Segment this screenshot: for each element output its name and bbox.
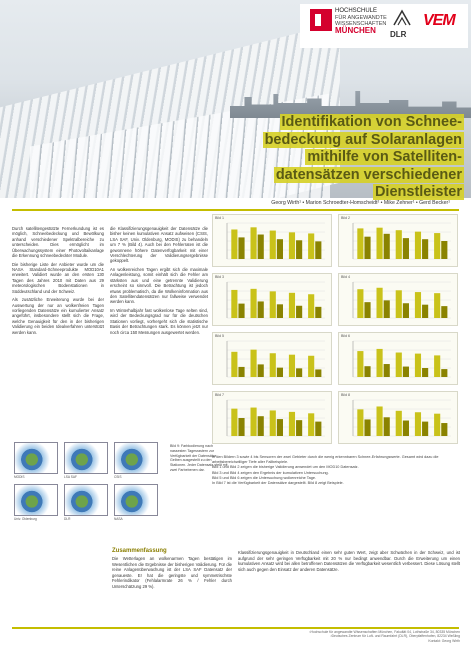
figure-label: Bild 4 (341, 275, 350, 279)
paragraph: An wolkenreichen Tagen ergibt sich die maximale Anlagenleistung, somit einhält sich die Fehler am stärksten aus und eine getrennte Validierung erscheint so sinnvoll. Die Betrachtung ist jedoch etwas problematisch, da die Wolkeninformation aus den Satellitendatensätzen nur fallweise verwendet werden kann. (110, 267, 208, 305)
map-image (114, 442, 158, 474)
footer-line: ²Deutsches Zentrum für Luft- und Raumfahrt (DLR), Oberpfaffenhofen, 82234 Weßling (330, 634, 460, 639)
chart-bar (231, 290, 237, 318)
chart-bar (308, 294, 314, 318)
figure-chart (212, 214, 332, 267)
chart-bar (289, 232, 295, 259)
chart-bar (238, 237, 244, 259)
chart-bar (403, 303, 409, 318)
chart-bar (434, 355, 440, 377)
chart-bar (384, 300, 390, 318)
chart-bar (357, 289, 363, 318)
chart-bar (364, 419, 370, 436)
vem-logo: VEM (423, 12, 455, 29)
summary-text-2: Klassifizierungsgenauigkeit in Deutschland einen sehr guten Wert, zeigt aber Schwächen in der Schweiz, und ist aufgrund der sehr geringen Verfügbarkeit mit 20 % nur bedingt anwendbar. Durch die Erweiterung um einen kumulativen Ansatz wird bei allen betroffenen Datensätzen die Verfügbarkeit wesentlich verbessert. Diese Lösung stellt sich auch gegen den Einsatz der anderen Datensätze. (238, 550, 460, 572)
chart-bar (364, 237, 370, 259)
note: Bild 5 und Bild 6 zeigen die Untersuchung wolkenreiche Tage. (212, 475, 316, 480)
chart-bar (289, 355, 295, 377)
bar-chart (345, 221, 453, 265)
hm-line3: WISSENSCHAFTEN (335, 21, 387, 27)
chart-bar (396, 411, 402, 436)
chart-bar (315, 241, 321, 259)
chart-bar (384, 364, 390, 377)
chart-bar (434, 293, 440, 318)
chart-bar (270, 231, 276, 259)
chart-bar (422, 368, 428, 377)
title-line: Identifikation von Schnee- (281, 114, 462, 130)
paragraph: die Klassifizierungsgenauigkeit der Datensätze die bisher keinen kumulativen Ansatz aufweisen (CSIS, LSA SAF, Univ. Oldenburg, MODIS) zu behandeln um 7 % (Bild 4). Auch bei den Fehlerraten ist die gewonnene höhere Datenverfügbarkeit mit einer Verschlechterung der Validierungsergebnisse gekoppelt. (110, 226, 208, 264)
chart-bar (422, 239, 428, 259)
chart-bar (403, 238, 409, 259)
footer-line: ¹Hochschule für angewandte Wissenschaften München, Fakultät 04, Lothstraße 34, 80335 München (309, 630, 460, 634)
bar-chart (345, 280, 453, 324)
chart-bar (277, 304, 283, 318)
chart-bar (258, 364, 264, 377)
summary-title: Zusammenfassung (112, 548, 167, 554)
figure-chart (212, 332, 332, 385)
chart-bar (415, 354, 421, 377)
chart-bar (357, 409, 363, 436)
chart-bar (315, 369, 321, 377)
chart-bar (415, 232, 421, 259)
title-line: datensätzen verschiedener (275, 166, 462, 183)
map-caption: DLR (64, 517, 71, 521)
map-caption: CSIS (114, 475, 122, 479)
figure-label: Bild 3 (215, 275, 224, 279)
chart-bar (415, 412, 421, 436)
figure-label: Bild 8 (341, 393, 350, 397)
chart-bar (270, 410, 276, 436)
map-caption: Univ. Oldenburg (14, 517, 37, 521)
chart-bar (377, 349, 383, 377)
chart-bar (441, 369, 447, 377)
chart-bar (377, 406, 383, 436)
chart-bar (364, 366, 370, 377)
chart-bar (422, 422, 428, 436)
chart-bar (238, 304, 244, 318)
chart-bar (396, 230, 402, 259)
satellite-maps (14, 442, 228, 554)
figure-chart (212, 273, 332, 326)
figure-chart (338, 391, 458, 444)
chart-bar (251, 350, 257, 377)
hm-line2: FÜR ANGEWANDTE (335, 14, 387, 21)
chart-bar (231, 409, 237, 436)
chart-bar (296, 420, 302, 436)
footer-divider (12, 627, 459, 629)
note: In den Bildern 3 sowie 4 bis Sensoren der zwei Gebieter durch die wenig erkennbaren Schnee-Erfahrungswerte. Gesamt wird dazu die arbeitsbereichwilliger Tiefe aller Fallbeispiele. (212, 455, 439, 465)
chart-bar (315, 422, 321, 436)
title-line: bedeckung auf Solaranlagen (264, 131, 462, 148)
figure-label: Bild 1 (215, 216, 224, 220)
chart-bar (377, 228, 383, 259)
chart-bar (384, 417, 390, 436)
bar-chart (345, 339, 453, 383)
map-caption: MODIS (14, 475, 25, 479)
text-column-1 (12, 226, 104, 338)
chart-bar (403, 421, 409, 436)
chart-bar (258, 235, 264, 259)
hm-logo-icon (310, 9, 332, 31)
dlr-logo-icon (392, 9, 412, 27)
chart-bar (441, 241, 447, 259)
bar-chart (219, 280, 327, 324)
chart-bar (441, 306, 447, 318)
chart-bar (441, 423, 447, 436)
chart-bar (258, 301, 264, 318)
figure-grid (212, 214, 462, 452)
figure-label: Bild 5 (215, 334, 224, 338)
paragraph: Durch satellitengestützte Fernerkundung ist es möglich, Schneebedeckung und Bewölkung anhand verschiedener Spektralbereiche zu unterscheiden. Dies ermöglicht im Überwachungssystem einer Photovoltaikanlage die Erkennung schneebedeckter Module. (12, 226, 104, 259)
title-line: Dienstleister (374, 184, 462, 200)
figure-chart (212, 391, 332, 444)
footer-line: Kontakt: Georg Wirth (428, 638, 460, 643)
paragraph: Als zusätzliche Erweiterung wurde bei der Auswertung der nur an wolkenfreien Tagen vorliegenden Datensätze ein kumulierter Ansatz angeführt, insbesondere stellt sich die Frage, welche Genauigkeit für den in der bisherigen Validierung ein beiden Idealverfahren unterstützt werden kann. (12, 297, 104, 335)
chart-bar (396, 290, 402, 318)
chart-bar (251, 289, 257, 318)
figure-chart (338, 273, 458, 326)
chart-bar (231, 352, 237, 377)
chart-bar (308, 356, 314, 377)
chart-bar (270, 353, 276, 377)
figure-chart (338, 332, 458, 385)
map-image (64, 442, 108, 474)
map-description: Bild 9: Farbkodierung nach nassesten Tagesrastern zur Verfügbarkeit der Datensätze Gelben ausgestellt zu den Stationen. Jeder Datensatz stellt mit zwei Farbebenen dar. (170, 444, 228, 472)
text-column-2 (110, 226, 208, 338)
bar-chart (219, 339, 327, 383)
figure-label: Bild 2 (341, 216, 350, 220)
chart-bar (270, 291, 276, 318)
chart-bar (296, 240, 302, 259)
hm-line1: HOCHSCHULE (335, 8, 378, 14)
chart-bar (289, 293, 295, 318)
chart-bar (415, 292, 421, 318)
chart-bar (403, 367, 409, 377)
map-image (14, 484, 58, 516)
hm-line4: MÜNCHEN (335, 25, 376, 35)
map-caption: NASA (114, 517, 123, 521)
note: In Bild 7 ist die Verfügbarkeit der Datensätze dargestellt. Bild 8 zeigt Beispiele. (212, 481, 344, 486)
poster-title (220, 114, 464, 202)
chart-bar (384, 234, 390, 259)
divider (12, 209, 459, 211)
bar-chart (345, 398, 453, 442)
figure-label: Bild 6 (341, 334, 350, 338)
figure-label: Bild 7 (215, 393, 224, 397)
chart-bar (258, 416, 264, 436)
hm-logo-text (335, 8, 390, 34)
chart-bar (251, 227, 257, 259)
chart-bar (296, 368, 302, 377)
chart-bar (238, 418, 244, 436)
chart-bar (315, 307, 321, 318)
figure-chart (338, 214, 458, 267)
title-line: mithilfe von Satelliten- (307, 149, 462, 165)
chart-bar (357, 351, 363, 377)
chart-bar (289, 412, 295, 436)
dlr-logo-text: DLR (390, 30, 407, 39)
footer (260, 630, 460, 643)
chart-bar (231, 229, 237, 259)
chart-bar (308, 233, 314, 259)
map-image (114, 484, 158, 516)
paragraph: Im Winterhalbjahr fast wolkenlose Tage selten sind, wird der Bedeckungsgrad nur für die deutschen Stationen vorliegt, vorhergeht sich die statistische Basis der Betrachtungen stark. Es können jetzt nur noch circa 150 Messungen ausgewertet werden. (110, 308, 208, 335)
chart-bar (251, 408, 257, 436)
chart-bar (377, 288, 383, 318)
chart-bar (422, 305, 428, 318)
chart-bar (277, 239, 283, 259)
chart-bar (396, 353, 402, 377)
author-line: Georg Wirth¹ • Marion Schroedter-Homscheidt² • Mike Zehner¹ • Gerd Becker¹ (271, 200, 450, 206)
paragraph: Die bisherige Liste der Anbieter wurde um die NASA Standard-Schneeprodukte MOD10A1 erweitert. Validiert wurde an den ersten 130 Tagen des Jahres 2010 mit Daten aus 29 meteorologischen Bodenstationen in Süddeutschland und der Schweiz. (12, 261, 104, 294)
figure-notes (212, 455, 462, 486)
bar-chart (219, 398, 327, 442)
chart-bar (277, 419, 283, 436)
chart-bar (238, 367, 244, 377)
chart-bar (308, 413, 314, 436)
chart-bar (434, 414, 440, 436)
note: Bild 3 und Bild 4 zeigen den Ergebnis der kumulativen Untersuchung. (212, 470, 329, 475)
note: Bild 1 und Bild 2 zeigen die bisherige Validierung anwendet um den MOD10 Datensatz. (212, 465, 359, 470)
map-image (14, 442, 58, 474)
chart-bar (434, 233, 440, 259)
chart-bar (296, 306, 302, 318)
map-image (64, 484, 108, 516)
chart-bar (277, 368, 283, 377)
map-caption: LSA SAF (64, 475, 77, 479)
summary-text-1: Die Wetterlagen an wolkenarmen Tagen bestätigen im Wesentlichen die Ergebnisse der bisherigen Validierung. Für die reine Anlagenüberwachung ist der LSA SAF Datensatz der genaueste. Er hat die geringste und symmetrischste Fehlerindikator (Fehlalarmrate 26 % / Fehler durch Unterschätzung 29 %). (112, 556, 232, 589)
bar-chart (219, 221, 327, 265)
chart-bar (364, 302, 370, 318)
chart-bar (357, 228, 363, 259)
